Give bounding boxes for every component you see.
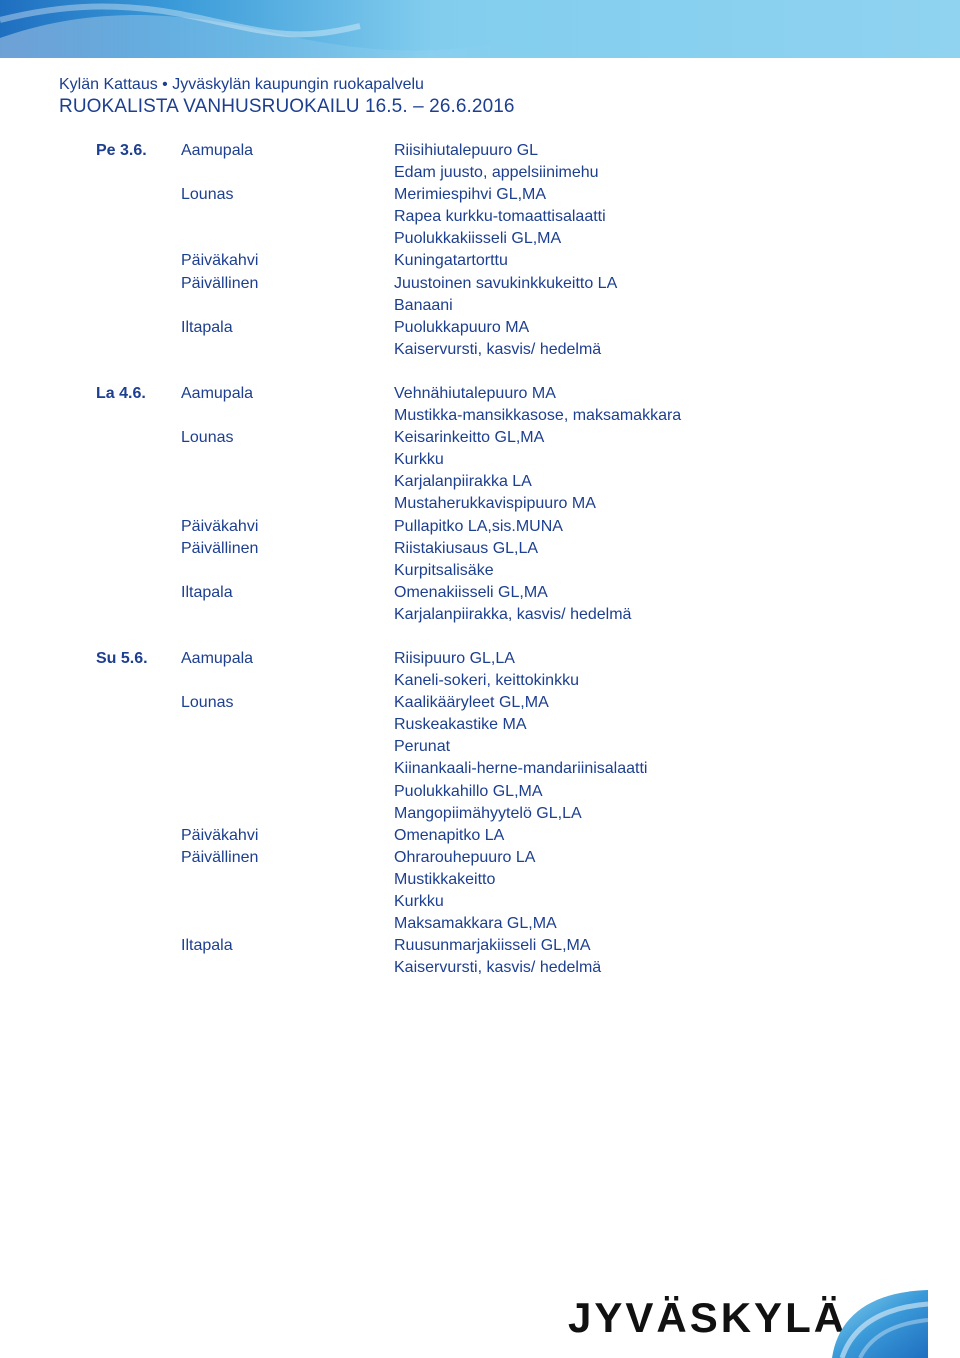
header-wave-band bbox=[0, 0, 960, 58]
meal-label: Päiväkahvi bbox=[181, 252, 259, 270]
menu-item: Mangopiimähyytelö GL,LA bbox=[394, 804, 582, 822]
menu-row bbox=[0, 869, 960, 891]
meal-label: Päivällinen bbox=[181, 274, 259, 292]
menu-item: Merimiespihvi GL,MA bbox=[394, 186, 547, 204]
menu-item: Keisarinkeitto GL,MA bbox=[394, 429, 545, 447]
menu-item: Ruusunmarjakiisseli GL,MA bbox=[394, 937, 591, 955]
meal-label: Aamupala bbox=[181, 650, 254, 667]
menu-item: Puolukkapuuro MA bbox=[394, 318, 530, 336]
meal-label: Aamupala bbox=[181, 385, 254, 402]
meal-label: Päiväkahvi bbox=[181, 826, 259, 844]
menu-item: Pullapitko LA,sis.MUNA bbox=[394, 517, 563, 535]
logo-wordmark: JYVÄSKYLÄ bbox=[568, 1294, 848, 1341]
meal-label: Iltapala bbox=[181, 937, 233, 955]
menu-row bbox=[0, 913, 960, 935]
menu-row bbox=[0, 206, 960, 228]
menu-row bbox=[0, 317, 960, 339]
menu-row bbox=[0, 736, 960, 758]
meal-label: Iltapala bbox=[181, 583, 233, 601]
menu-item: Kiinankaali-herne-mandariinisalaatti bbox=[394, 760, 648, 778]
menu-row bbox=[0, 184, 960, 206]
menu-item: Mustaherukkavispipuuro MA bbox=[394, 495, 596, 513]
meal-label: Iltapala bbox=[181, 318, 233, 336]
menu-row bbox=[0, 670, 960, 692]
document-header bbox=[59, 75, 515, 119]
menu-row bbox=[0, 493, 960, 515]
menu-item: Kaiservursti, kasvis/ hedelmä bbox=[394, 340, 602, 358]
menu-item: Karjalanpiirakka, kasvis/ hedelmä bbox=[394, 605, 632, 623]
menu-item: Ruskeakastike MA bbox=[394, 716, 527, 734]
menu-item: Maksamakkara GL,MA bbox=[394, 915, 557, 933]
menu-item: Rapea kurkku-tomaattisalaatti bbox=[394, 208, 606, 226]
menu-item: Kurkku bbox=[394, 893, 444, 911]
menu-row bbox=[0, 228, 960, 250]
menu-item: Edam juusto, appelsiinimehu bbox=[394, 164, 599, 182]
day-block bbox=[0, 383, 960, 626]
jyvaskyla-logo bbox=[566, 1288, 960, 1358]
day-label: Su 5.6. bbox=[96, 650, 148, 667]
menu-item: Vehnähiutalepuuro MA bbox=[394, 385, 556, 402]
menu-row bbox=[0, 847, 960, 869]
menu-row bbox=[0, 405, 960, 427]
menu-row bbox=[0, 803, 960, 825]
menu-row bbox=[0, 692, 960, 714]
menu-item: Kaiservursti, kasvis/ hedelmä bbox=[394, 959, 602, 977]
menu-item: Riistakiusaus GL,LA bbox=[394, 539, 539, 557]
menu-row bbox=[0, 538, 960, 560]
day-label: Pe 3.6. bbox=[96, 142, 147, 159]
menu-row bbox=[0, 140, 960, 162]
menu-item: Mustikkakeitto bbox=[394, 870, 496, 888]
meal-label: Lounas bbox=[181, 694, 234, 712]
menu-row bbox=[0, 582, 960, 604]
menu-item: Omenakiisseli GL,MA bbox=[394, 583, 548, 601]
menu-item: Juustoinen savukinkkukeitto LA bbox=[394, 274, 618, 292]
menu-row bbox=[0, 758, 960, 780]
menu-item: Perunat bbox=[394, 738, 451, 756]
menu-row bbox=[0, 471, 960, 493]
meal-label: Aamupala bbox=[181, 142, 254, 159]
menu-item: Riisihiutalepuuro GL bbox=[394, 142, 539, 159]
meal-label: Lounas bbox=[181, 429, 234, 447]
menu-title: RUOKALISTA VANHUSRUOKAILU 16.5. – 26.6.2016 bbox=[59, 96, 515, 117]
menu-row bbox=[0, 516, 960, 538]
meal-label: Päivällinen bbox=[181, 848, 259, 866]
day-block bbox=[0, 140, 960, 361]
menu-item: Puolukkakiisseli GL,MA bbox=[394, 230, 562, 248]
menu-row bbox=[0, 825, 960, 847]
menu-item: Kuningatartorttu bbox=[394, 252, 508, 270]
menu-row bbox=[0, 339, 960, 361]
menu-item: Riisipuuro GL,LA bbox=[394, 650, 515, 667]
menu-row bbox=[0, 604, 960, 626]
meal-label: Päivällinen bbox=[181, 539, 259, 557]
day-label: La 4.6. bbox=[96, 385, 146, 402]
menu-row bbox=[0, 560, 960, 582]
menu-row bbox=[0, 781, 960, 803]
menu-row bbox=[0, 250, 960, 272]
menu-item: Kurpitsalisäke bbox=[394, 561, 494, 579]
menu-row bbox=[0, 273, 960, 295]
menu-item: Kaneli-sokeri, keittokinkku bbox=[394, 672, 579, 690]
menu-item: Kaalikääryleet GL,MA bbox=[394, 694, 549, 712]
menu-item: Omenapitko LA bbox=[394, 826, 505, 844]
menu-row bbox=[0, 427, 960, 449]
menu-row bbox=[0, 957, 960, 979]
menu-row bbox=[0, 295, 960, 317]
menu-item: Mustikka-mansikkasose, maksamakkara bbox=[394, 407, 682, 425]
meal-label: Päiväkahvi bbox=[181, 517, 259, 535]
menu-row bbox=[0, 449, 960, 471]
logo-swoosh-icon bbox=[828, 1288, 928, 1358]
menu-item: Kurkku bbox=[394, 451, 444, 469]
day-block bbox=[0, 648, 960, 979]
menu-item: Ohrarouhepuuro LA bbox=[394, 848, 536, 866]
menu-item: Karjalanpiirakka LA bbox=[394, 473, 532, 491]
menu-item: Puolukkahillo GL,MA bbox=[394, 782, 543, 800]
menu-row bbox=[0, 648, 960, 670]
header-subtitle: Kylän Kattaus • Jyväskylän kaupungin ruokapalvelu bbox=[59, 76, 424, 93]
menu-row bbox=[0, 935, 960, 957]
menu-row bbox=[0, 891, 960, 913]
menu-row bbox=[0, 162, 960, 184]
meal-label: Lounas bbox=[181, 186, 234, 204]
menu-item: Banaani bbox=[394, 296, 453, 314]
menu-row bbox=[0, 714, 960, 736]
menu-row bbox=[0, 383, 960, 405]
